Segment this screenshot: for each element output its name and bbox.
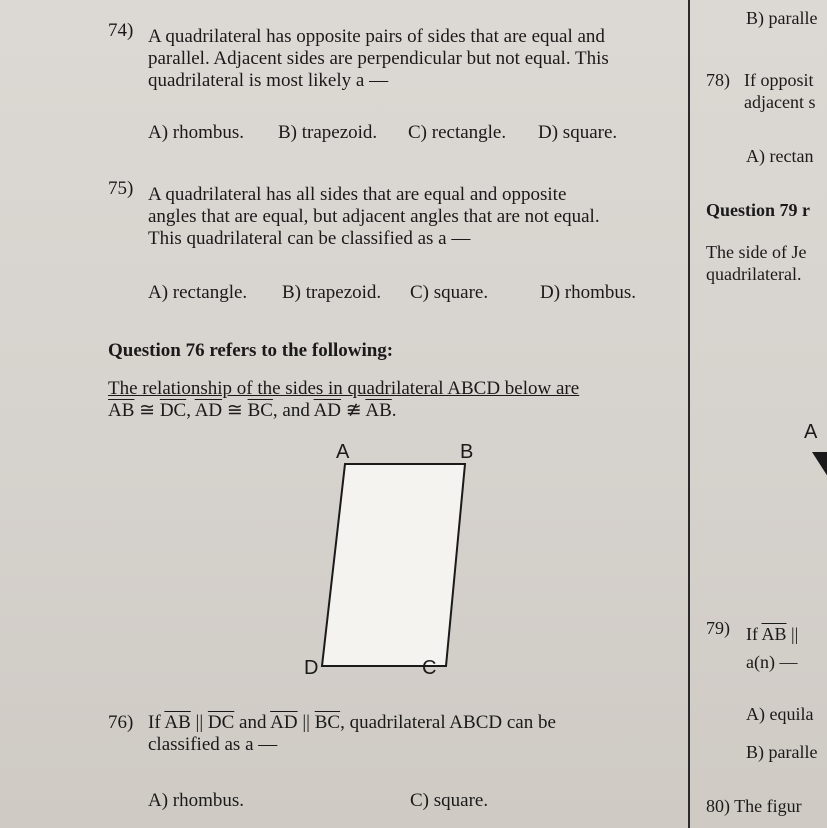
q74-choice-d: D) square. [538,122,618,143]
vertex-label-c: C [422,657,437,679]
separator: , [186,400,195,421]
q76-intro-line-1 [108,378,579,399]
segment-bc: $\overline{BC}$ [314,712,341,733]
parallel-symbol: || [297,712,315,733]
text: If [746,624,762,644]
segment-ab: $\overline{AB}$ [365,400,392,421]
q75-line-2: angles that are equal, but adjacent angles that are not equal. [148,206,600,227]
q74-choice-b: B) trapezoid. [278,122,378,143]
q78-line-1: If opposit [744,70,814,90]
q79-figure-partial [790,416,827,496]
text: If [148,712,165,733]
separator: , and [272,400,314,421]
q79-intro-line-1: The side of Je [706,242,807,262]
q76-intro-line-1-text: The relationship of the sides in quadrilateral ABCD below are [108,378,580,399]
parallel-symbol: || [786,624,799,644]
congruent-symbol: ≅ [134,400,160,421]
segment-bc: $\overline{BC}$ [247,400,273,421]
q74-line-2: parallel. Adjacent sides are perpendicular but not equal. This [148,48,609,69]
q74-choice-c: C) rectangle. [408,122,507,143]
vertex-label-b: B [460,441,474,463]
q79-vertex-label-a: A [804,421,818,443]
q76-choice-c: C) square. [410,790,489,811]
q76-number: 76) [108,712,134,733]
q76-choice-a: A) rhombus. [148,790,245,811]
separator: . [391,400,397,421]
text: and [234,712,271,733]
congruent-symbol: ≅ [222,400,248,421]
q74-number: 74) [108,20,134,41]
segment-ad: $\overline{AD}$ [270,712,298,733]
q78-line-2: adjacent s [744,92,816,112]
q76-intro-line-2 [108,400,397,421]
q74-line-3: quadrilateral is most likely a — [148,70,389,91]
segment-dc: $\overline{DC}$ [159,400,187,421]
q74-line-1: A quadrilateral has opposite pairs of sides that are equal and [148,26,605,47]
q76-heading: Question 76 refers to the following: [108,340,394,361]
segment-ab: $\overline{AB}$ [108,400,135,421]
segment-dc: $\overline{DC}$ [207,712,235,733]
right-top-choice: B) paralle [746,8,818,28]
q76-line-2: classified as a — [148,734,278,755]
parallelogram-shape [322,464,465,666]
q79-intro-line-2: quadrilateral. [706,264,802,284]
q78-number: 78) [706,70,730,90]
segment-ad: $\overline{AD}$ [194,400,223,421]
q79-heading: Question 79 r [706,200,811,220]
q79-line-1 [746,624,798,645]
q80-line: 80) The figur [706,796,802,816]
q79-choice-b: B) paralle [746,742,818,762]
segment-ad: $\overline{AD}$ [313,400,342,421]
not-congruent-symbol: ≇ [341,400,366,421]
parallel-symbol: || [190,712,208,733]
q75-line-3: This quadrilateral can be classified as a — [148,228,471,249]
q79-number: 79) [706,618,730,638]
q75-choice-d: D) rhombus. [540,282,637,303]
q74-choice-a: A) rhombus. [148,122,245,143]
q75-number: 75) [108,178,134,199]
segment-ab: $\overline{AB}$ [761,624,787,644]
vertex-label-a: A [336,441,350,463]
q75-line-1: A quadrilateral has all sides that are equal and opposite [148,184,567,205]
q76-line-1 [148,712,556,733]
vertex-label-d: D [304,657,319,679]
text: , quadrilateral ABCD can be [340,712,556,733]
q75-choice-a: A) rectangle. [148,282,248,303]
q79-figure-shape [812,452,827,480]
q79-choice-a: A) equila [746,704,814,724]
q75-choice-b: B) trapezoid. [282,282,382,303]
parallelogram-figure [300,438,500,688]
right-column [690,0,827,828]
q79-line-2: a(n) — [746,652,798,672]
segment-ab: $\overline{AB}$ [164,712,191,733]
q75-choice-c: C) square. [410,282,489,303]
q78-choice-a: A) rectan [746,146,814,166]
